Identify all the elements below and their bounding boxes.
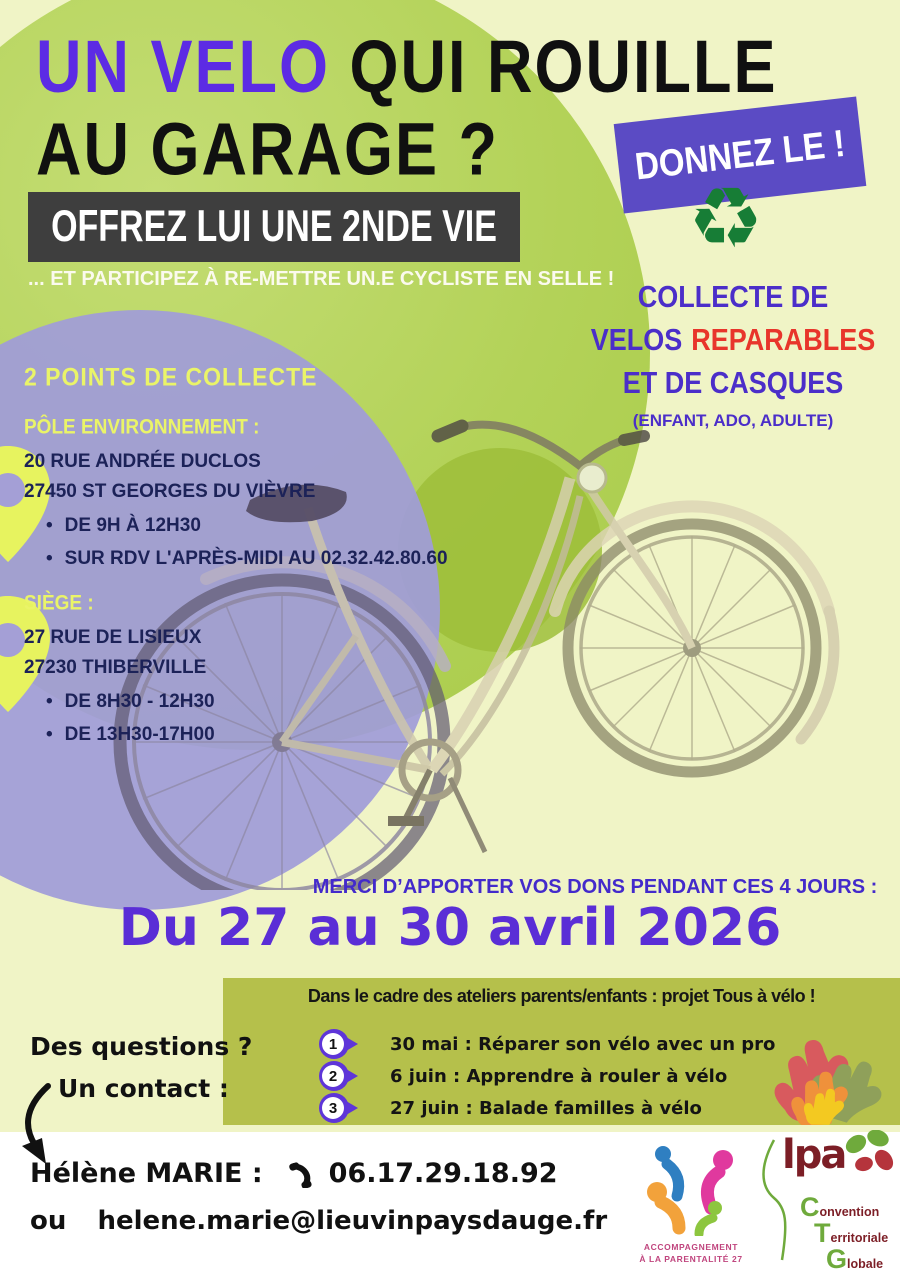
svg-text:3: 3 xyxy=(328,1100,338,1117)
questions-line: Des questions ? xyxy=(30,1032,253,1061)
collection-points-heading: 2 POINTS DE COLLECTE xyxy=(24,362,318,392)
collection-points-section xyxy=(24,364,494,769)
hours-item: • DE 9H À 12H30 xyxy=(46,509,494,542)
workshop-item xyxy=(318,1028,775,1060)
location-address1: 20 RUE ANDRÉE DUCLOS xyxy=(24,451,261,472)
location-hours-list xyxy=(24,509,494,575)
ctg-logo-petals xyxy=(842,1130,898,1176)
svg-text:2: 2 xyxy=(328,1068,338,1085)
workshop-text: 6 juin : Apprendre à rouler à vélo xyxy=(390,1065,728,1087)
workshops-band xyxy=(223,978,900,1125)
location-name: PÔLE ENVIRONNEMENT : xyxy=(24,415,260,439)
workshop-text: 27 juin : Balade familles à vélo xyxy=(390,1097,702,1119)
ctg-t-rest: erritoriale xyxy=(830,1231,889,1245)
curved-arrow-icon xyxy=(14,1080,84,1172)
title-line-2: AU GARAGE ? xyxy=(36,108,499,192)
location-hours-list xyxy=(24,685,494,751)
collecte-velos: VELOS xyxy=(590,323,683,357)
workshop-text: 30 mai : Réparer son vélo avec un pro xyxy=(390,1033,776,1055)
number-1-marker-icon xyxy=(318,1028,362,1060)
ctg-globale xyxy=(826,1244,883,1273)
location-pole-environnement xyxy=(24,417,494,575)
event-dates: Du 27 au 30 avril 2026 xyxy=(118,898,782,958)
collecte-line4: (ENFANT, ADO, ADULTE) xyxy=(632,411,834,430)
family-hands-illustration xyxy=(743,1026,893,1125)
location-address1: 27 RUE DE LISIEUX xyxy=(24,627,202,648)
second-life-banner xyxy=(28,192,520,262)
ctg-g-letter: G xyxy=(826,1244,848,1273)
location-siege xyxy=(24,593,494,751)
collecte-line2 xyxy=(566,323,900,358)
contact-email: helene.marie@lieuvinpaysdauge.fr xyxy=(97,1206,608,1236)
phone-icon xyxy=(289,1160,315,1188)
contact-phone-row xyxy=(30,1158,558,1189)
title-accent: UN VELO xyxy=(36,26,331,109)
location-name: SIÈGE : xyxy=(24,591,94,615)
ctg-g-rest: lobale xyxy=(847,1257,884,1271)
contact-phone: 06.17.29.18.92 xyxy=(328,1158,558,1189)
ctg-logo xyxy=(756,1132,896,1273)
svg-text:1: 1 xyxy=(328,1036,338,1053)
contact-name: Hélène MARIE : xyxy=(30,1158,263,1189)
workshop-item xyxy=(318,1060,727,1092)
contact-email-row xyxy=(30,1206,607,1236)
ctg-logo-acronym: lpa xyxy=(782,1132,846,1178)
parentalite-logo-line1: ACCOMPAGNEMENT xyxy=(643,1242,739,1252)
collection-announcement xyxy=(566,282,900,431)
collecte-line3: ET DE CASQUES xyxy=(622,366,844,400)
donation-days-note: MERCI D’APPORTER VOS DONS PENDANT CES 4 JOURS : xyxy=(312,876,878,898)
parentalite-logo-line2: À LA PARENTALITÉ 27 xyxy=(639,1254,743,1264)
participate-subtitle: ... ET PARTICIPEZ À RE-METTRE UN.E CYCLISTE EN SELLE ! xyxy=(28,268,615,290)
parentalite-logo xyxy=(632,1140,750,1265)
workshops-heading: Dans le cadre des ateliers parents/enfants : projet Tous à vélo ! xyxy=(307,986,816,1006)
hours-item: • DE 8H30 - 12H30 xyxy=(46,685,494,718)
email-prefix: ou xyxy=(30,1206,67,1236)
hours-item: • DE 13H30-17H00 xyxy=(46,718,494,751)
number-3-marker-icon xyxy=(318,1092,362,1124)
number-2-marker-icon xyxy=(318,1060,362,1092)
collecte-line1: COLLECTE DE xyxy=(637,280,829,314)
ctg-c-letter: C xyxy=(800,1192,820,1222)
hours-item: • SUR RDV L'APRÈS-MIDI AU 02.32.42.80.60 xyxy=(46,542,494,575)
title-rest: QUI ROUILLE xyxy=(349,26,778,109)
parentalite-logo-icon xyxy=(639,1140,743,1236)
title-line-1 xyxy=(36,26,778,109)
collecte-reparables: REPARABLES xyxy=(691,323,876,357)
location-address2: 27230 THIBERVILLE xyxy=(24,657,207,678)
second-life-banner-label: OFFREZ LUI UNE 2NDE VIE xyxy=(51,201,497,252)
ctg-t-letter: T xyxy=(814,1218,831,1248)
contact-line: Un contact : xyxy=(58,1074,229,1103)
workshop-item xyxy=(318,1092,702,1124)
recycle-icon: ♻ xyxy=(688,169,764,267)
ctg-c-rest: onvention xyxy=(819,1205,880,1219)
donate-badge-label: DONNEZ LE ! xyxy=(632,121,848,188)
location-address2: 27450 ST GEORGES DU VIÈVRE xyxy=(24,481,316,502)
